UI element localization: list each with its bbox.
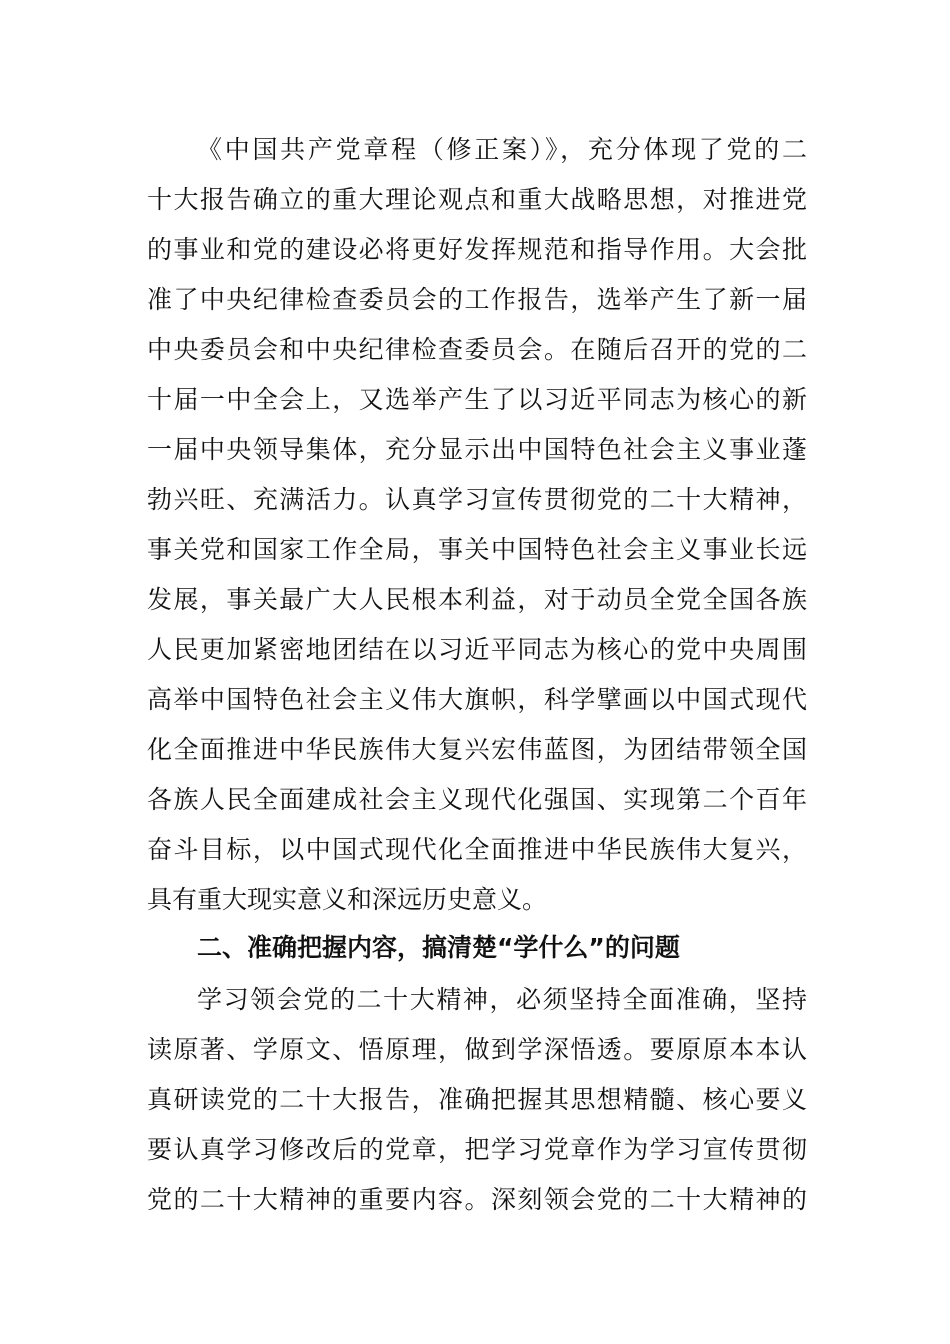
paragraph-1-line-5: 中央委员会和中央纪律检查委员会。在随后召开的党的二 [147, 335, 807, 364]
paragraph-1-line-10: 发展，事关最广大人民根本利益，对于动员全党全国各族 [147, 585, 807, 614]
paragraph-2-line-3: 真研读党的二十大报告，准确把握其思想精髓、核心要义 [147, 1085, 807, 1114]
paragraph-1-line-14: 各族人民全面建成社会主义现代化强国、实现第二个百年 [147, 785, 807, 814]
paragraph-1-line-7: 一届中央领导集体，充分显示出中国特色社会主义事业蓬 [147, 435, 807, 464]
paragraph-1-line-11: 人民更加紧密地团结在以习近平同志为核心的党中央周围 [147, 635, 807, 664]
paragraph-2-line-5: 党的二十大精神的重要内容。深刻领会党的二十大精神的 [147, 1185, 807, 1214]
paragraph-1-line-4: 准了中央纪律检查委员会的工作报告，选举产生了新一届 [147, 285, 807, 314]
paragraph-1-line-15: 奋斗目标，以中国式现代化全面推进中华民族伟大复兴， [147, 835, 807, 864]
paragraph-2-line-1: 学习领会党的二十大精神，必须坚持全面准确，坚持 [197, 985, 807, 1014]
section-heading: 二、准确把握内容，搞清楚“学什么”的问题 [197, 933, 680, 962]
paragraph-1-line-1: 《中国共产党章程（修正案）》，充分体现了党的二 [197, 135, 807, 164]
paragraph-1-line-6: 十届一中全会上，又选举产生了以习近平同志为核心的新 [147, 385, 807, 414]
paragraph-1-line-9: 事关党和国家工作全局，事关中国特色社会主义事业长远 [147, 535, 807, 564]
paragraph-2-line-4: 要认真学习修改后的党章，把学习党章作为学习宣传贯彻 [147, 1135, 807, 1164]
paragraph-1-line-3: 的事业和党的建设必将更好发挥规范和指导作用。大会批 [147, 235, 807, 264]
paragraph-1-line-8: 勃兴旺、充满活力。认真学习宣传贯彻党的二十大精神， [147, 485, 807, 514]
paragraph-1-line-2: 十大报告确立的重大理论观点和重大战略思想，对推进党 [147, 185, 807, 214]
paragraph-1-line-13: 化全面推进中华民族伟大复兴宏伟蓝图，为团结带领全国 [147, 735, 807, 764]
paragraph-1-line-12: 高举中国特色社会主义伟大旗帜，科学擘画以中国式现代 [147, 685, 807, 714]
paragraph-2-line-2: 读原著、学原文、悟原理，做到学深悟透。要原原本本认 [147, 1035, 807, 1064]
paragraph-1-line-16: 具有重大现实意义和深远历史意义。 [147, 885, 548, 914]
